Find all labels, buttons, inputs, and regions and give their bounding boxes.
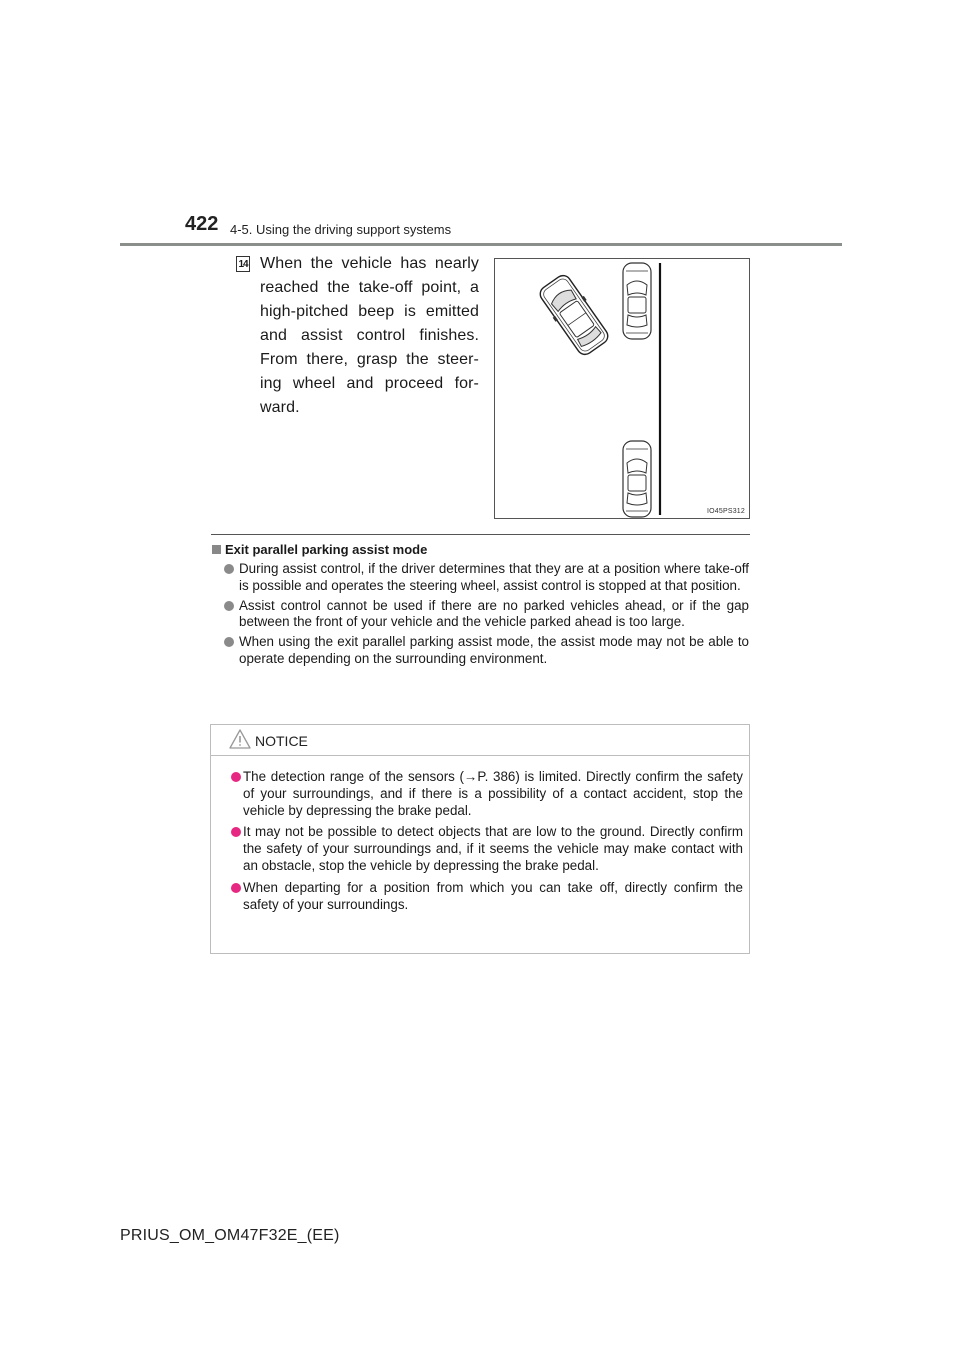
bullet-dot-icon — [224, 564, 234, 574]
list-item-text: It may not be possible to detect objects that are low to the ground. Directly confirm the safety of your surroundings and, if it seems the vehicle may make contact with an obstacle, stop the vehicle by depressing the brake pedal. — [243, 824, 743, 873]
section-title: 4-5. Using the driving support systems — [230, 222, 452, 237]
parking-illustration — [495, 259, 749, 518]
list-item-text: The detection range of the sensors (→P. 386) is limited. Directly confirm the safety of your surroundings, and if there is a possibility of a contact accident, stop the vehicle by depressing the brake pedal. — [243, 769, 743, 818]
bullet-dot-icon — [231, 883, 241, 893]
page-number: 422 — [185, 213, 219, 235]
own-vehicle — [535, 271, 612, 358]
notice-title: NOTICE — [255, 733, 308, 749]
parked-car-front — [623, 263, 651, 339]
list-item-text: Assist control cannot be used if there are no parked vehicles ahead, or if the gap between the front of your vehicle and the vehicle parked ahead is too large. — [239, 597, 749, 630]
header-divider — [120, 243, 842, 246]
notice-list — [231, 769, 743, 918]
list-item — [231, 880, 743, 914]
parking-diagram — [494, 258, 750, 519]
step-number-badge: 14 — [236, 256, 250, 272]
bullet-dot-icon — [224, 601, 234, 611]
list-item — [222, 561, 749, 595]
list-item-text: When using the exit parallel parking assist mode, the assist mode may not be able to operate depending on the surrounding environment. — [239, 634, 749, 666]
notice-header — [211, 725, 749, 756]
square-bullet-icon — [212, 545, 221, 554]
list-item — [231, 769, 743, 819]
list-item-text: When departing for a position from which you can take off, directly confirm the safety of your surroundings. — [243, 879, 743, 912]
section-divider — [211, 534, 750, 535]
document-code: PRIUS_OM_OM47F32E_(EE) — [120, 1227, 340, 1244]
notice-box — [210, 724, 750, 954]
list-item — [222, 634, 749, 668]
bullet-dot-icon — [231, 772, 241, 782]
exit-mode-bullets — [222, 561, 749, 671]
exit-mode-heading — [212, 542, 427, 557]
list-item — [222, 598, 749, 632]
list-item — [231, 824, 743, 874]
bullet-dot-icon — [231, 827, 241, 837]
bullet-dot-icon — [224, 637, 234, 647]
warning-triangle-icon — [229, 729, 251, 749]
step-instruction-text: When the vehicle has nearly reached the take-off point, a high-pitched beep is emitted and assist control finishes. From there, grasp the steer-ing wheel and proceed for-ward. — [260, 255, 479, 416]
figure-id: IO45PS312 — [707, 508, 745, 515]
parked-car-rear — [623, 441, 651, 517]
list-item-text: During assist control, if the driver determines that they are at a position where take-off is possible and operates the steering wheel, assist control is stopped at that position. — [239, 561, 749, 593]
exit-mode-heading-text: Exit parallel parking assist mode — [225, 542, 428, 557]
